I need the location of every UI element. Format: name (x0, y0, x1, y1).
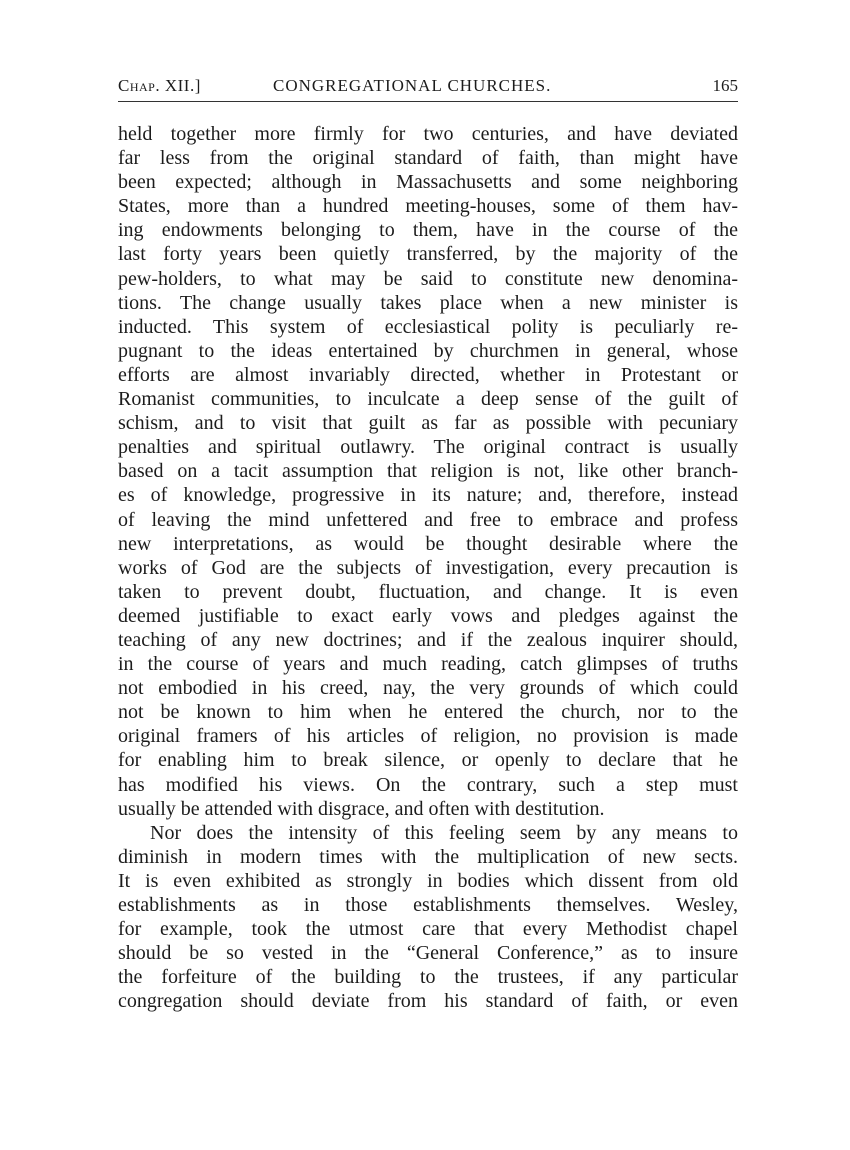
text-line: schism, and to visit that guilt as far as possible with pecuniary (118, 412, 738, 435)
text-line: inducted. This system of ecclesiastical polity is peculiarly re- (118, 315, 738, 338)
page-number: 165 (712, 76, 738, 95)
text-line: has modified his views. On the contrary, such a step must (118, 773, 738, 796)
text-line: been expected; although in Massachusetts and some neighboring (118, 171, 738, 194)
paragraph-1 (118, 122, 738, 821)
text-line: last forty years been quietly transferred, by the majority of the (118, 243, 738, 266)
text-line: efforts are almost invariably directed, whether in Protestant or (118, 363, 738, 386)
paragraph-2 (118, 821, 738, 1014)
text-line: establishments as in those establishments themselves. Wesley, (118, 894, 738, 916)
running-head (118, 72, 738, 98)
text-line: taken to prevent doubt, fluctuation, and change. It is even (118, 580, 738, 603)
text-line: new interpretations, as would be thought desirable where the (118, 532, 738, 555)
text-line: penalties and spiritual outlawry. The original contract is usually (118, 436, 738, 459)
text-line: deemed justifiable to exact early vows and pledges against the (118, 604, 738, 627)
chapter-label: Chap. XII.] (118, 76, 201, 95)
text-line: not embodied in his creed, nay, the very grounds of which could (118, 677, 738, 700)
text-line: It is even exhibited as strongly in bodies which dissent from old (118, 869, 738, 892)
text-line: Nor does the intensity of this feeling seem by any means to (150, 821, 738, 844)
text-line: should be so vested in the “General Conference,” as to insure (118, 942, 738, 965)
text-line: not be known to him when he entered the church, nor to the (118, 701, 738, 724)
text-line: States, more than a hundred meeting-houses, some of them hav- (118, 195, 738, 218)
text-line: for enabling him to break silence, or openly to declare that he (118, 749, 738, 772)
text-line: far less from the original standard of faith, than might have (118, 147, 738, 170)
text-line: es of knowledge, progressive in its nature; and, therefore, instead (118, 484, 738, 507)
text-line: pugnant to the ideas entertained by churchmen in general, whose (118, 339, 738, 362)
header-rule (118, 101, 738, 102)
text-line: of leaving the mind unfettered and free to embrace and profess (118, 508, 738, 531)
body-text (118, 122, 738, 1013)
text-line: congregation should deviate from his standard of faith, or even (118, 990, 738, 1013)
running-title: CONGREGATIONAL CHURCHES. (273, 76, 552, 95)
text-line: original framers of his articles of religion, no provision is made (118, 725, 738, 748)
text-line: pew-holders, to what may be said to constitute new denomina- (118, 267, 738, 290)
text-line: based on a tacit assumption that religion is not, like other branch- (118, 460, 738, 483)
text-line: for example, took the utmost care that every Methodist chapel (118, 918, 738, 941)
text-line: tions. The change usually takes place when a new minister is (118, 291, 738, 314)
text-line: diminish in modern times with the multiplication of new sects. (118, 845, 738, 868)
text-line: held together more firmly for two centuries, and have deviated (118, 123, 738, 145)
text-line: the forfeiture of the building to the trustees, if any particular (118, 966, 738, 989)
text-line: works of God are the subjects of investigation, every precaution is (118, 556, 738, 579)
text-line: ing endowments belonging to them, have in the course of the (118, 219, 738, 242)
text-line: usually be attended with disgrace, and often with destitution. (118, 797, 605, 820)
text-line: in the course of years and much reading, catch glimpses of truths (118, 653, 738, 676)
text-line: teaching of any new doctrines; and if the zealous inquirer should, (118, 628, 738, 651)
text-line: Romanist communities, to inculcate a deep sense of the guilt of (118, 388, 738, 411)
